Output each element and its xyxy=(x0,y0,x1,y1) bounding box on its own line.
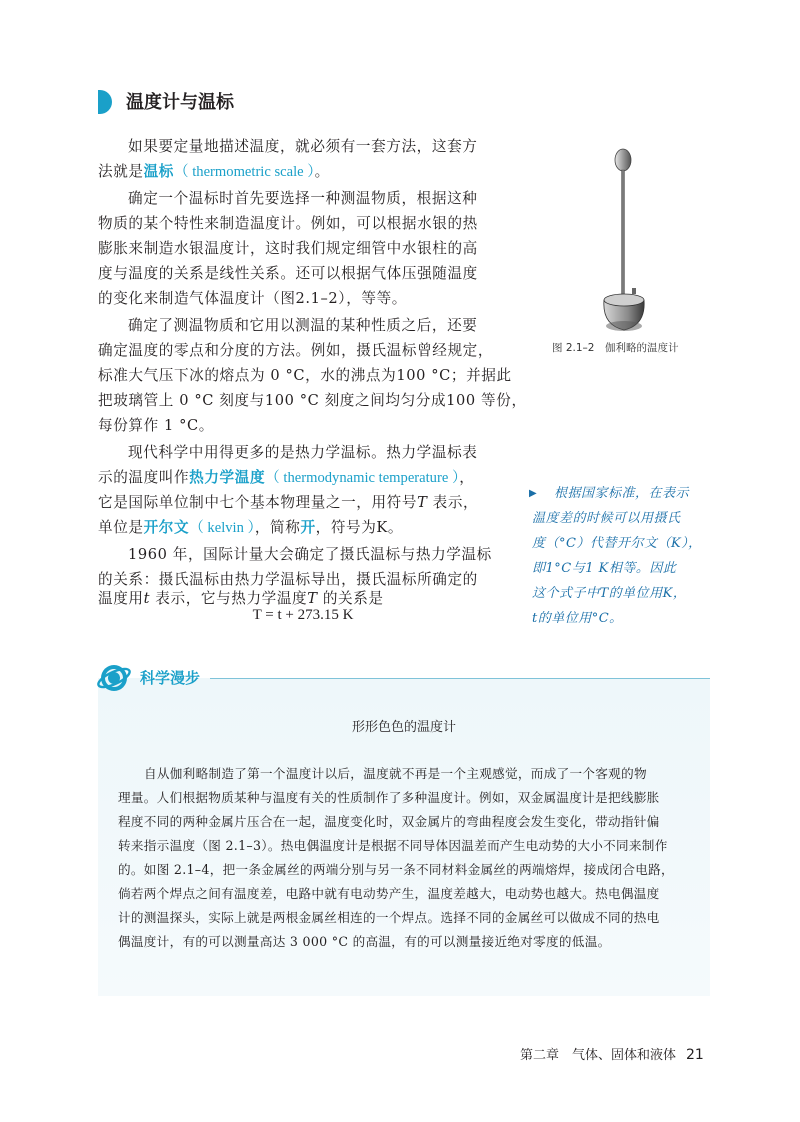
paragraph-line: 膨胀来制造水银温度计，这时我们规定细管中水银柱的高 xyxy=(98,240,478,257)
paragraph-line: 如果要定量地描述温度，就必须有一套方法，这套方 xyxy=(128,138,478,155)
science-corner-subtitle: 形形色色的温度计 xyxy=(351,720,456,735)
science-text-line: 的。如图 2.1–4，把一条金属丝的两端分别与另一条不同材料金属丝的两端熔焊，接成闭合电路， xyxy=(118,862,674,877)
paragraph-line: 物质的某个特性来制造温度计。例如，可以根据水银的热 xyxy=(98,215,478,232)
paragraph-line: 1960 年，国际计量大会确定了摄氏温标与热力学温标 xyxy=(128,546,492,563)
section-marker xyxy=(98,90,112,114)
paragraph-line: 的关系：摄氏温标由热力学温标导出，摄氏温标所确定的 xyxy=(98,571,478,588)
side-note-line: t的单位用°C。 xyxy=(532,611,623,626)
term-wenbiao: 温标 xyxy=(143,163,174,180)
term-kai: 开 xyxy=(300,519,316,536)
paragraph-line: 标准大气压下冰的熔点为 0 °C，水的沸点为100 °C；并据此 xyxy=(98,367,512,384)
paragraph-line: 确定一个温标时首先要选择一种测温物质，根据这种 xyxy=(128,190,478,207)
paragraph-line: 单位是开尔文（ kelvin ），简称开，符号为K。 xyxy=(98,519,404,536)
term-thermodynamic-temperature: 热力学温度 xyxy=(189,469,266,486)
science-corner-title: 科学漫步 xyxy=(140,669,201,687)
paragraph-line: 它是国际单位制中七个基本物理量之一，用符号T 表示， xyxy=(98,494,479,511)
paragraph-line: 示的温度叫作热力学温度（ thermodynamic temperature ）， xyxy=(98,469,475,486)
paragraph-line: 温度用t 表示，它与热力学温度T 的关系是 xyxy=(98,590,384,607)
term-kelvin: 开尔文 xyxy=(143,519,190,536)
paragraph-line: 法就是温标（ thermometric scale ）。 xyxy=(98,163,330,180)
science-text-line: 理量。人们根据物质某种与温度有关的性质制作了多种温度计。例如，双金属温度计是把线膨胀 xyxy=(118,790,660,805)
science-text-line: 偶温度计，有的可以测量高达 3 000 °C 的高温，有的可以测量接近绝对零度的低温。 xyxy=(118,934,611,949)
page-footer xyxy=(520,1044,704,1063)
side-note-line: 度（°C）代替开尔文（K）， xyxy=(532,536,702,551)
paragraph-line: 的变化来制造气体温度计（图2.1–2），等等。 xyxy=(98,290,407,307)
science-text-line: 转来指示温度（图 2.1–3）。热电偶温度计是根据不同导体因温差而产生电动势的大小不同来制作 xyxy=(118,838,668,853)
side-note-line: 即1°C与1 K相等。因此 xyxy=(532,561,677,576)
science-text-line: 计的测温探头，实际上就是两根金属丝相连的一个焊点。选择不同的金属丝可以做成不同的热电 xyxy=(118,910,660,925)
formula: T = t + 273.15 K xyxy=(252,607,354,623)
science-text-line: 自从伽利略制造了第一个温度计以后，温度就不再是一个主观感觉，而成了一个客观的物 xyxy=(144,766,647,781)
paragraph-line: 确定了测温物质和它用以测温的某种性质之后，还要 xyxy=(128,317,478,334)
section-title: 温度计与温标 xyxy=(126,92,234,113)
science-text-line: 倘若两个焊点之间有温度差，电路中就有电动势产生，温度差越大，电动势也越大。热电偶温度 xyxy=(118,886,660,901)
paragraph-line: 度与温度的关系是线性关系。还可以根据气体压强随温度 xyxy=(98,265,478,282)
galileo-thermometer-illustration xyxy=(590,140,660,340)
chapter-title: 第二章 气体、固体和液体 xyxy=(520,1048,677,1063)
paragraph-line: 每份算作 1 °C。 xyxy=(98,417,214,434)
paragraph-line: 现代科学中用得更多的是热力学温标。热力学温标表 xyxy=(128,444,478,461)
paragraph-line: 把玻璃管上 0 °C 刻度与100 °C 刻度之间均匀分成100 等份， xyxy=(98,392,527,409)
paragraph-line: 确定温度的零点和分度的方法。例如，摄氏温标曾经规定， xyxy=(98,342,494,359)
side-note-line: 根据国家标准，在表示 xyxy=(554,486,690,501)
science-corner-rule xyxy=(210,678,710,679)
side-note-line: 温度差的时候可以用摄氏 xyxy=(532,511,681,526)
note-arrow-icon: ▶ xyxy=(529,488,537,499)
science-text-line: 程度不同的两种金属片压合在一起，温度变化时，双金属片的弯曲程度会发生变化，带动指针偏 xyxy=(118,814,660,829)
page-number: 21 xyxy=(686,1047,704,1063)
planet-icon xyxy=(96,660,132,696)
side-note-line: 这个式子中T的单位用K， xyxy=(532,586,687,601)
figure-caption: 图 2.1–2 伽利略的温度计 xyxy=(552,342,679,354)
